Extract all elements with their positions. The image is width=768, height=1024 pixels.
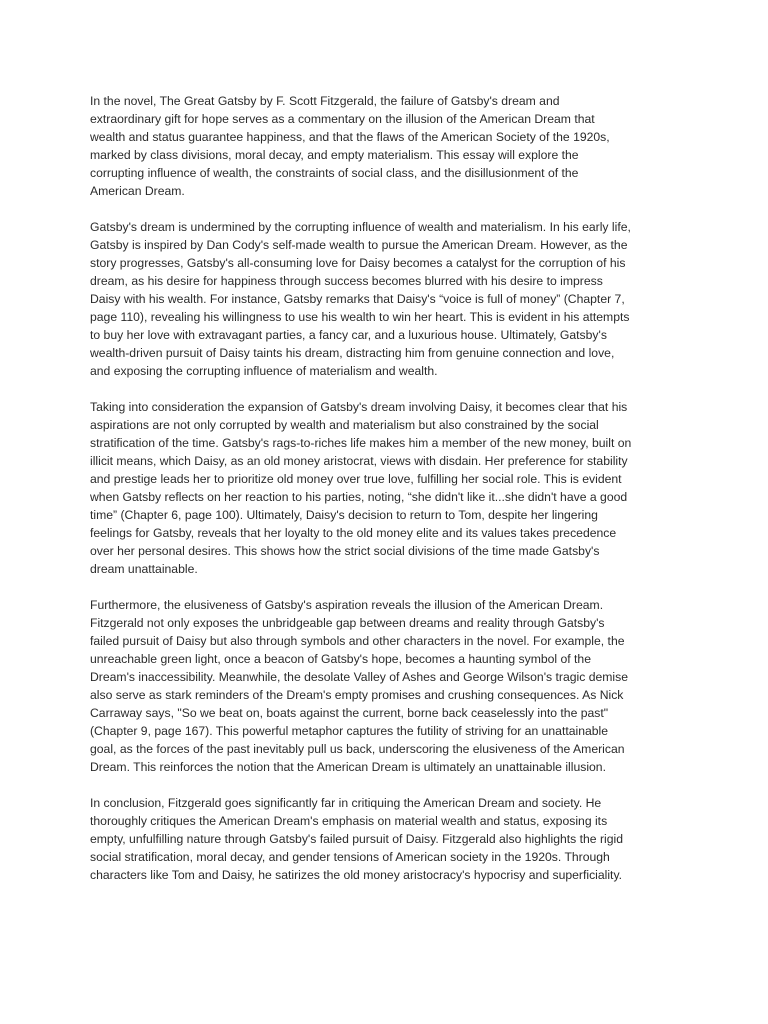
paragraph-social-class: Taking into consideration the expansion of Gatsby's dream involving Daisy, it becomes clear that his aspirations are not only corrupted by wealth and materialism but also constrained by the social stratification of the time. Gatsby's rags-to-riches life makes him a member of the new money, built on illicit means, which Daisy, as an old money aristocrat, views with disdain. Her preference for stability and prestige leads her to prioritize old money over true love, fulfilling her social role. This is evident when Gatsby reflects on her reaction to his parties, noting, “she didn't like it...she didn't have a good time” (Chapter 6, page 100). Ultimately, Daisy's decision to return to Tom, despite her lingering feelings for Gatsby, reveals that her loyalty to the old money elite and its values takes precedence over her personal desires. This shows how the strict social divisions of the time made Gatsby's dream unattainable. xyxy=(90,400,632,576)
paragraph-introduction: In the novel, The Great Gatsby by F. Scott Fitzgerald, the failure of Gatsby's dream and extraordinary gift for hope serves as a commentary on the illusion of the American Dream that wealth and status guarantee happiness, and that the flaws of the American Society of the 1920s, marked by class divisions, moral decay, and empty materialism. This essay will explore the corrupting influence of wealth, the constraints of social class, and the disillusionment of the American Dream. xyxy=(90,94,610,198)
paragraph-conclusion: In conclusion, Fitzgerald goes significantly far in critiquing the American Dream and society. He thoroughly critiques the American Dream's emphasis on material wealth and status, exposing its empty, unfulfilling nature through Gatsby's failed pursuit of Daisy. Fitzgerald also highlights the rigid social stratification, moral decay, and gender tensions of American society in the 1920s. Through characters like Tom and Daisy, he satirizes the old money aristocracy's hypocrisy and superficiality. xyxy=(90,796,623,882)
essay-body xyxy=(90,92,690,902)
paragraph-disillusionment: Furthermore, the elusiveness of Gatsby's aspiration reveals the illusion of the American Dream. Fitzgerald not only exposes the unbridgeable gap between dreams and reality through Gatsby's failed pursuit of Daisy but also through symbols and other characters in the novel. For example, the unreachable green light, once a beacon of Gatsby's hope, becomes a haunting symbol of the Dream's inaccessibility. Meanwhile, the desolate Valley of Ashes and George Wilson's tragic demise also serve as stark reminders of the Dream's empty promises and crushing consequences. As Nick Carraway says, "So we beat on, boats against the current, borne back ceaselessly into the past" (Chapter 9, page 167). This powerful metaphor captures the futility of striving for an unattainable goal, as the forces of the past inevitably pull us back, underscoring the elusiveness of the American Dream. This reinforces the notion that the American Dream is ultimately an unattainable illusion. xyxy=(90,598,628,774)
paragraph-wealth-corruption: Gatsby's dream is undermined by the corrupting influence of wealth and materialism. In his early life, Gatsby is inspired by Dan Cody's self-made wealth to pursue the American Dream. However, as the story progresses, Gatsby's all-consuming love for Daisy becomes a catalyst for the corruption of his dream, as his desire for happiness through success becomes blurred with his desire to impress Daisy with his wealth. For instance, Gatsby remarks that Daisy's “voice is full of money” (Chapter 7, page 110), revealing his willingness to use his wealth to win her heart. This is evident in his attempts to buy her love with extravagant parties, a fancy car, and a luxurious house. Ultimately, Gatsby's wealth-driven pursuit of Daisy taints his dream, distracting him from genuine connection and love, and exposing the corrupting influence of materialism and wealth. xyxy=(90,220,631,378)
